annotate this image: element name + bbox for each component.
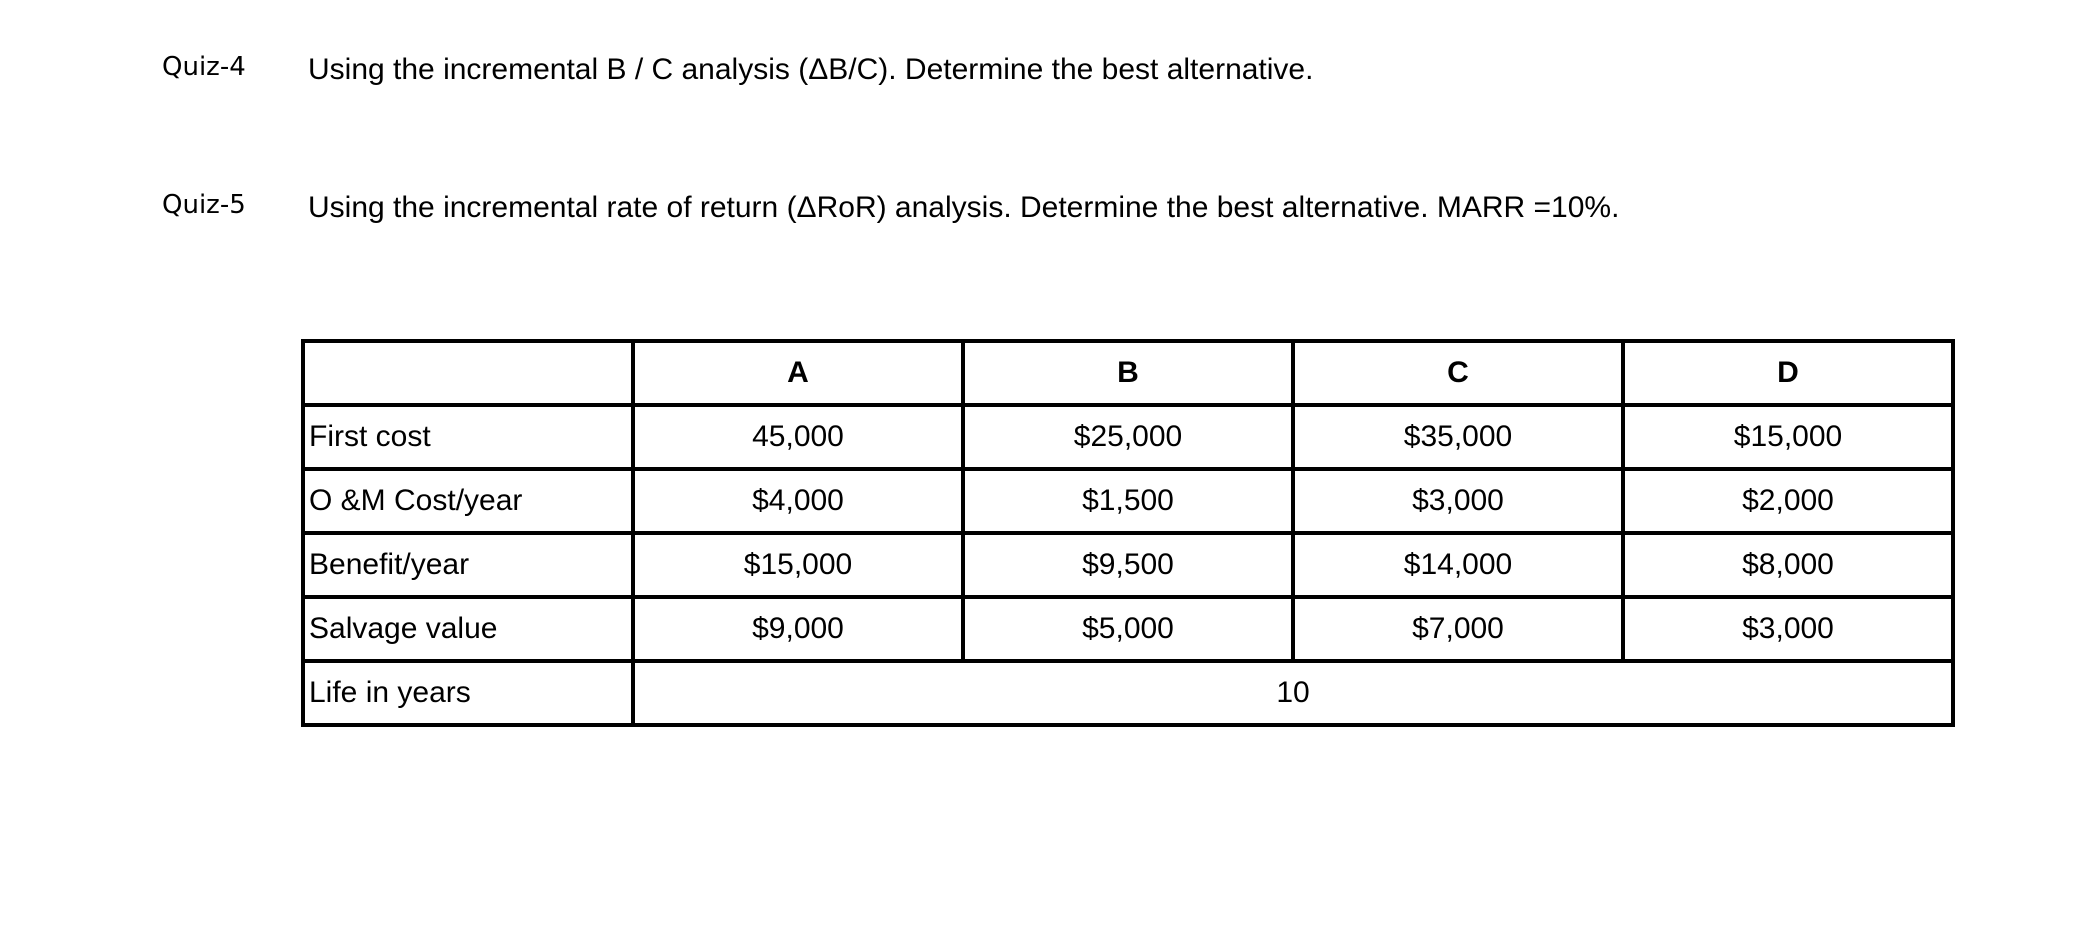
header-alternative-c: C xyxy=(1293,341,1623,405)
cell-d: $3,000 xyxy=(1623,597,1953,661)
header-empty-cell xyxy=(303,341,633,405)
quiz-4-label: Quiz-4 xyxy=(162,52,246,82)
table-header-row xyxy=(303,341,1953,405)
row-label: Salvage value xyxy=(303,597,633,661)
cell-a: $9,000 xyxy=(633,597,963,661)
row-label: O &M Cost/year xyxy=(303,469,633,533)
cell-c: $35,000 xyxy=(1293,405,1623,469)
row-label: First cost xyxy=(303,405,633,469)
cell-d: $15,000 xyxy=(1623,405,1953,469)
quiz-4-question: Using the incremental B / C analysis (ΔB/C). Determine the best alternative. xyxy=(308,53,1314,86)
cell-d: $8,000 xyxy=(1623,533,1953,597)
cell-c: $14,000 xyxy=(1293,533,1623,597)
header-alternative-b: B xyxy=(963,341,1293,405)
table-row-benefit xyxy=(303,533,1953,597)
cell-b: $5,000 xyxy=(963,597,1293,661)
cell-a: $15,000 xyxy=(633,533,963,597)
cell-c: $3,000 xyxy=(1293,469,1623,533)
cell-a: 45,000 xyxy=(633,405,963,469)
row-label: Benefit/year xyxy=(303,533,633,597)
cell-d: $2,000 xyxy=(1623,469,1953,533)
header-alternative-d: D xyxy=(1623,341,1953,405)
quiz-5-question: Using the incremental rate of return (ΔRoR) analysis. Determine the best alternative. MARR =10%. xyxy=(308,191,1620,224)
header-alternative-a: A xyxy=(633,341,963,405)
cell-b: $25,000 xyxy=(963,405,1293,469)
cell-b: $1,500 xyxy=(963,469,1293,533)
table-row-om-cost xyxy=(303,469,1953,533)
table-row-salvage xyxy=(303,597,1953,661)
quiz-5-label: Quiz-5 xyxy=(162,190,246,220)
table-row-first-cost xyxy=(303,405,1953,469)
cell-c: $7,000 xyxy=(1293,597,1623,661)
cell-a: $4,000 xyxy=(633,469,963,533)
life-value-cell: 10 xyxy=(633,661,1953,725)
table-row-life xyxy=(303,661,1953,725)
cell-b: $9,500 xyxy=(963,533,1293,597)
alternatives-table xyxy=(301,339,1955,727)
row-label: Life in years xyxy=(303,661,633,725)
